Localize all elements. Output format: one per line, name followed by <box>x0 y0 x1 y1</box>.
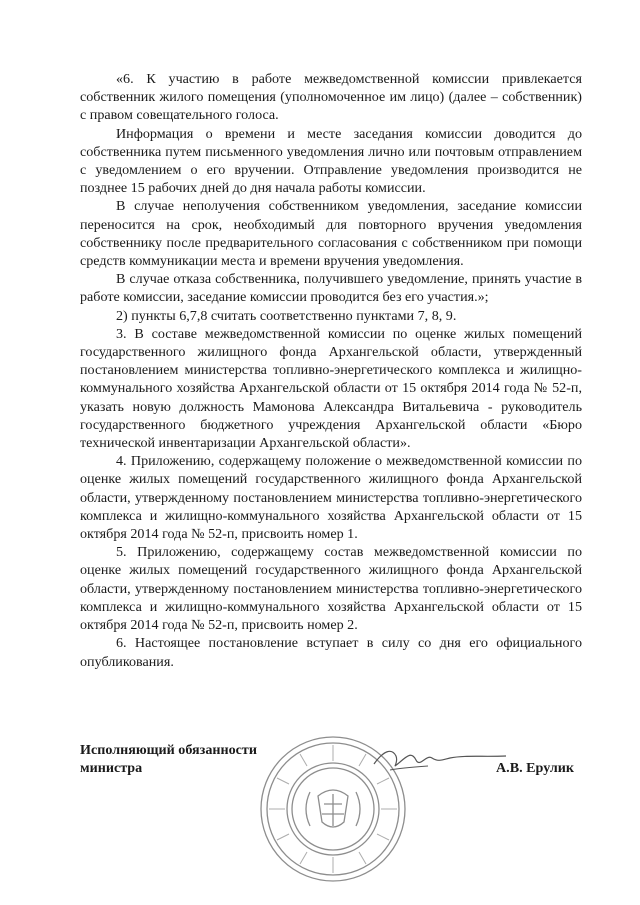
paragraph-item-4: 4. Приложению, содержащему положение о межведомственной комиссии по оценке жилых помещений государственного жилищного фонда Архангельской области, утвержденному постановлением министерства топливно-энергетического комплекса и жилищно-коммунального хозяйства Архангельской области от 15 октября 2014 года № 52-п, присвоить номер 1. <box>80 453 582 543</box>
paragraph-item-5: 5. Приложению, содержащему состав межведомственной комиссии по оценке жилых помещений государственного жилищного фонда Архангельской области, утвержденному постановлением министерства топливно-энергетического комплекса и жилищно-коммунального хозяйства Архангельской области от 15 октября 2014 года № 52-п, присвоить номер 2. <box>80 544 582 634</box>
paragraph-item-3: 3. В составе межведомственной комиссии по оценке жилых помещений государственного жилищного фонда Архангельской области, утвержденный постановлением министерства топливно-энергетического комплекса и жилищно-коммунального хозяйства Архангельской области от 15 октября 2014 года № 52-п, указать новую должность Мамонова Александра Витальевича - руководитель государственного бюджетного учреждения Архангельской области «Бюро технической инвентаризации Архангельской области». <box>80 325 582 452</box>
signatory-position <box>80 741 310 777</box>
paragraph-item-6: 6. Настоящее постановление вступает в силу со дня его официального опубликования. <box>80 635 582 670</box>
signatory-name: А.В. Ерулик <box>496 760 575 776</box>
document-body <box>80 70 582 671</box>
paragraph-owner-participation: «6. К участию в работе межведомственной комиссии привлекается собственник жилого помещения (уполномоченное им лицо) (далее – собственник) с правом совещательного голоса. <box>80 71 582 124</box>
handwritten-signature-icon <box>370 740 510 784</box>
paragraph-item-2: 2) пункты 6,7,8 считать соответственно пунктами 7, 8, 9. <box>116 307 457 324</box>
paragraph-refusal: В случае отказа собственника, получившего уведомление, принять участие в работе комиссии, заседание комиссии проводится без его участия.»; <box>80 271 582 306</box>
signatory-position-line1: Исполняющий обязанности <box>80 742 257 758</box>
signatory-position-line2: министра <box>80 760 143 777</box>
paragraph-non-receipt: В случае неполучения собственником уведомления, заседание комиссии переносится на срок, необходимый для повторного вручения уведомления собственнику после предварительного согласования с собственником при помощи средств коммуникации места и времени вручения уведомления. <box>80 198 582 270</box>
paragraph-meeting-notice: Информация о времени и месте заседания комиссии доводится до собственника путем письменного уведомления лично или почтовым отправлением с уведомлением о его вручении. Отправление уведомления производится не позднее 15 рабочих дней до дня начала работы комиссии. <box>80 125 582 197</box>
